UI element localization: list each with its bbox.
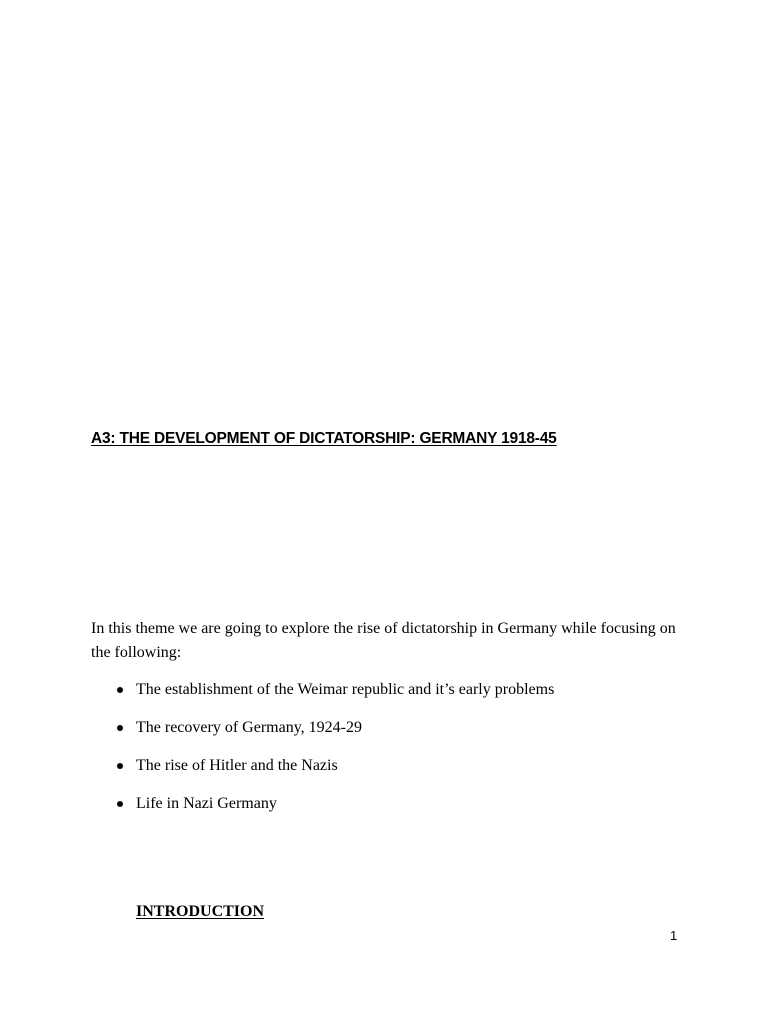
list-item (91, 716, 554, 754)
page-number: 1 (670, 928, 678, 943)
bullet-icon (117, 801, 123, 807)
bullet-icon (117, 725, 123, 731)
list-item (91, 678, 554, 716)
topic-list (91, 678, 554, 830)
list-item (91, 792, 554, 830)
list-item-text: Life in Nazi Germany (136, 795, 277, 812)
list-item-text: The establishment of the Weimar republic and it’s early problems (136, 681, 555, 698)
list-item-text: The rise of Hitler and the Nazis (136, 757, 338, 774)
intro-paragraph: In this theme we are going to explore the rise of dictatorship in Germany while focusing on the following: (91, 620, 676, 661)
bullet-icon (117, 687, 123, 693)
document-title: A3: THE DEVELOPMENT OF DICTATORSHIP: GERMANY 1918-45 (91, 430, 557, 447)
section-heading: INTRODUCTION (136, 903, 265, 920)
list-item (91, 754, 554, 792)
bullet-icon (117, 763, 123, 769)
list-item-text: The recovery of Germany, 1924-29 (136, 719, 362, 736)
